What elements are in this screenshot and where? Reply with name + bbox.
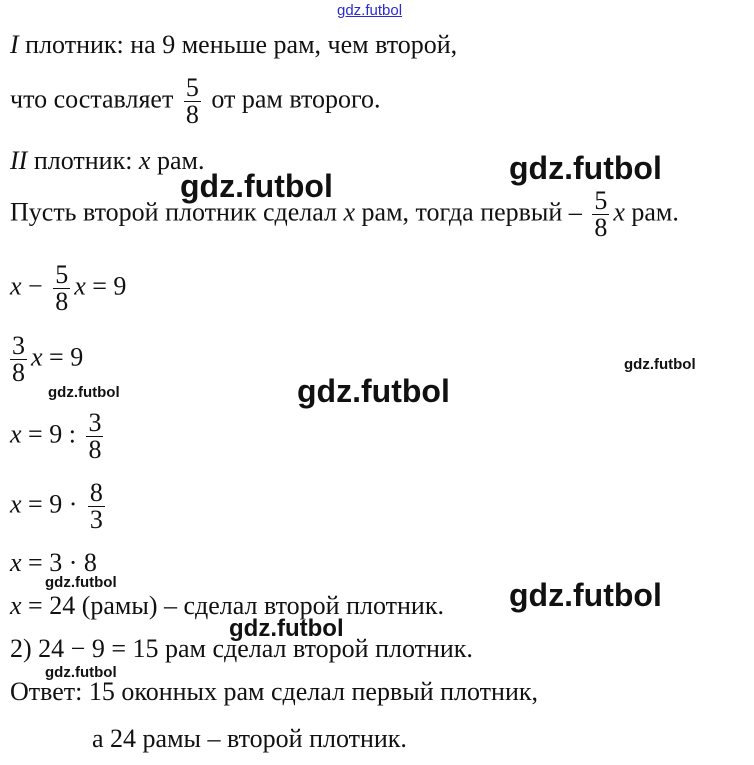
- equation: [10, 591, 444, 621]
- answer-line: Ответ: 15 оконных рам сделал первый плотник,: [10, 677, 538, 706]
- watermark: gdz.futbol: [624, 356, 696, 373]
- variable: x: [74, 271, 86, 301]
- text: рам, тогда первый –: [355, 197, 589, 227]
- watermark: gdz.futbol: [297, 373, 450, 409]
- watermark: gdz.futbol: [45, 574, 117, 591]
- text: = 9: [85, 271, 127, 301]
- numerator: 5: [185, 73, 199, 102]
- numerator: 5: [594, 186, 608, 215]
- equation: [10, 480, 109, 533]
- text: Пусть второй плотник сделал: [10, 197, 344, 227]
- text: = 9 :: [21, 419, 83, 449]
- text: рам.: [150, 146, 205, 175]
- numerator: 3: [88, 408, 102, 437]
- fraction: [86, 410, 103, 463]
- text: = 9: [42, 342, 84, 372]
- watermark-top[interactable]: gdz.futbol: [337, 2, 403, 19]
- variable: x: [10, 271, 22, 301]
- denominator: 8: [594, 213, 608, 242]
- watermark: gdz.futbol: [509, 150, 662, 186]
- text: от рам второго.: [204, 84, 381, 114]
- roman-numeral: II: [10, 146, 28, 175]
- watermark: gdz.futbol: [45, 664, 117, 681]
- text-line: [10, 146, 204, 176]
- numerator: 5: [55, 260, 69, 289]
- text: = 3 · 8: [21, 548, 97, 577]
- fraction: [184, 75, 201, 128]
- fraction: [53, 262, 70, 315]
- watermark: gdz.futbol: [180, 168, 333, 204]
- numerator: 8: [89, 478, 103, 507]
- equation: [10, 262, 126, 315]
- denominator: 8: [185, 100, 199, 129]
- denominator: 3: [89, 505, 103, 534]
- fraction: [10, 333, 27, 386]
- text: плотник:: [27, 146, 139, 175]
- watermark: gdz.futbol: [48, 384, 120, 401]
- text-line: [10, 30, 457, 60]
- text-line: [10, 75, 381, 128]
- denominator: 8: [88, 435, 102, 464]
- watermark: gdz.futbol: [229, 615, 344, 642]
- equation: [10, 548, 97, 578]
- text-line: 2) 24 − 9 = 15 рам сделал второй плотник.: [10, 634, 473, 663]
- equation: [10, 410, 107, 463]
- text-line: [10, 188, 679, 241]
- variable: x: [10, 548, 22, 577]
- denominator: 8: [12, 358, 25, 387]
- variable: x: [343, 197, 356, 227]
- variable: x: [10, 591, 22, 620]
- roman-numeral: I: [10, 30, 19, 59]
- variable: x: [10, 419, 22, 449]
- text: плотник: на 9 меньше рам, чем второй,: [18, 30, 458, 59]
- variable: x: [138, 146, 151, 175]
- variable: x: [10, 489, 22, 519]
- equation: [10, 333, 83, 386]
- variable: x: [613, 197, 625, 227]
- watermark: gdz.futbol: [509, 577, 662, 613]
- operator: −: [21, 271, 50, 301]
- answer-line: а 24 рамы – второй плотник.: [92, 724, 407, 753]
- fraction: [88, 480, 105, 533]
- text: = 9 ·: [21, 489, 84, 519]
- fraction: [592, 188, 609, 241]
- variable: x: [31, 342, 43, 372]
- text: = 24 (рамы) – сделал второй плотник.: [21, 591, 444, 620]
- denominator: 8: [55, 287, 69, 316]
- text: рам.: [624, 197, 679, 227]
- numerator: 3: [12, 331, 25, 360]
- text: что составляет: [10, 84, 180, 114]
